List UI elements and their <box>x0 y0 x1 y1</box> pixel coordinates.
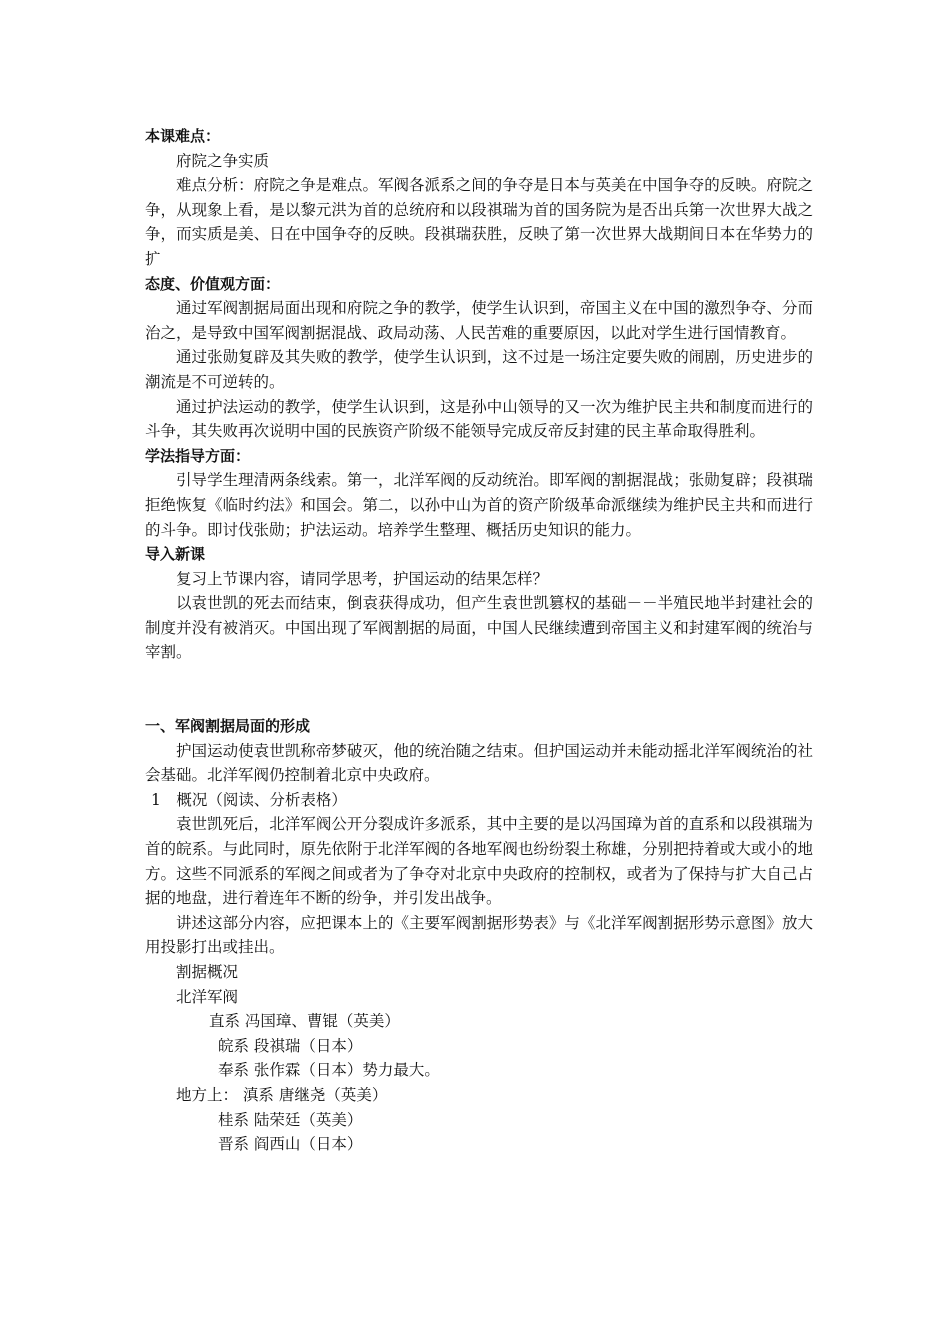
outline-jin: 晋系 阎西山（日本） <box>218 1135 363 1154</box>
section-heading-method: 学法指导方面： <box>145 446 251 465</box>
section-spacer <box>145 665 813 714</box>
section-heading-warlords: 一、军阀割据局面的形成 <box>145 717 311 736</box>
difficulty-topic: 府院之争实质 <box>176 151 270 170</box>
document-page <box>145 124 813 1157</box>
section-heading-intro: 导入新课 <box>145 545 206 564</box>
intro-question: 复习上节课内容，请同学思考，护国运动的结果怎样？ <box>176 569 549 588</box>
values-paragraph-1: 通过军阀割据局面出现和府院之争的教学，使学生认识到，帝国主义在中国的激烈争夺、分而治之，是导致中国军阀割据混战、政局动荡、人民苦难的重要原因，以此对学生进行国情教育。 <box>145 299 813 342</box>
outline-wan: 皖系 段祺瑞（日本） <box>218 1036 363 1055</box>
outline-zhi: 直系 冯国璋、曹锟（英美） <box>209 1012 400 1031</box>
section-heading-values: 态度、价值观方面： <box>145 274 281 293</box>
warlords-paragraph-1: 护国运动使袁世凯称帝梦破灭，他的统治随之结束。但护国运动并未能动摇北洋军阀统治的社会基础。北洋军阀仍控制着北京中央政府。 <box>145 741 813 785</box>
values-paragraph-2: 通过张勋复辟及其失败的教学，使学生认识到，这不过是一场注定要失败的闹剧，历史进步的潮流是不可逆转的。 <box>145 348 813 391</box>
values-paragraph-3: 通过护法运动的教学，使学生认识到，这是孙中山领导的又一次为维护民主共和制度而进行的斗争，其失败再次说明中国的民族资产阶级不能领导完成反帝反封建的民主革命取得胜利。 <box>145 397 813 441</box>
outline-feng: 奉系 张作霖（日本）势力最大。 <box>218 1061 440 1080</box>
difficulty-analysis: 难点分析：府院之争是难点。军阀各派系之间的争夺是日本与英美在中国争夺的反映。府院之争，从现象上看，是以黎元洪为首的总统府和以段祺瑞为首的国务院为是否出兵第一次世界大战之争，而实质是美、日在中国争夺的反映。段祺瑞获胜，反映了第一次世界大战期间日本在华势力的扩 <box>145 176 813 268</box>
outline-gui: 桂系 陆荣廷（英美） <box>218 1110 363 1129</box>
outline-beiyang: 北洋军阀 <box>176 987 239 1006</box>
warlords-paragraph-2: 袁世凯死后，北洋军阀公开分裂成许多派系，其中主要的是以冯国璋为首的直系和以段祺瑞为首的皖系。与此同时，原先依附于北洋军阀的各地军阀也纷纷裂土称雄，分别把持着或大或小的地方。这些不同派系的军阀之间或者为了争夺对北京中央政府的控制权，或者为了保持与扩大自己占据的地盘，进行着连年不断的纷争，并引发出战争。 <box>145 815 813 908</box>
warlords-item-1: 1 概况（阅读、分析表格） <box>151 790 347 809</box>
outline-title: 割据概况 <box>176 963 239 981</box>
warlords-paragraph-3: 讲述这部分内容，应把课本上的《主要军阀割据形势表》与《北洋军阀割据形势示意图》放大用投影打出或挂出。 <box>145 913 813 957</box>
intro-answer: 以袁世凯的死去而结束，倒袁获得成功，但产生袁世凯篡权的基础－－半殖民地半封建社会的制度并没有被消灭。中国出现了军阀割据的局面，中国人民继续遭到帝国主义和封建军阀的统治与宰割。 <box>145 594 813 662</box>
outline-local: 地方上： 滇系 唐继尧（英美） <box>176 1085 388 1104</box>
section-heading-difficulty: 本课难点： <box>145 127 221 145</box>
method-paragraph: 引导学生理清两条线索。第一，北洋军阀的反动统治。即军阀的割据混战；张勋复辟；段祺瑞拒绝恢复《临时约法》和国会。第二，以孙中山为首的资产阶级革命派继续为维护民主共和而进行的斗争。即讨伐张勋；护法运动。培养学生整理、概括历史知识的能力。 <box>145 471 813 539</box>
